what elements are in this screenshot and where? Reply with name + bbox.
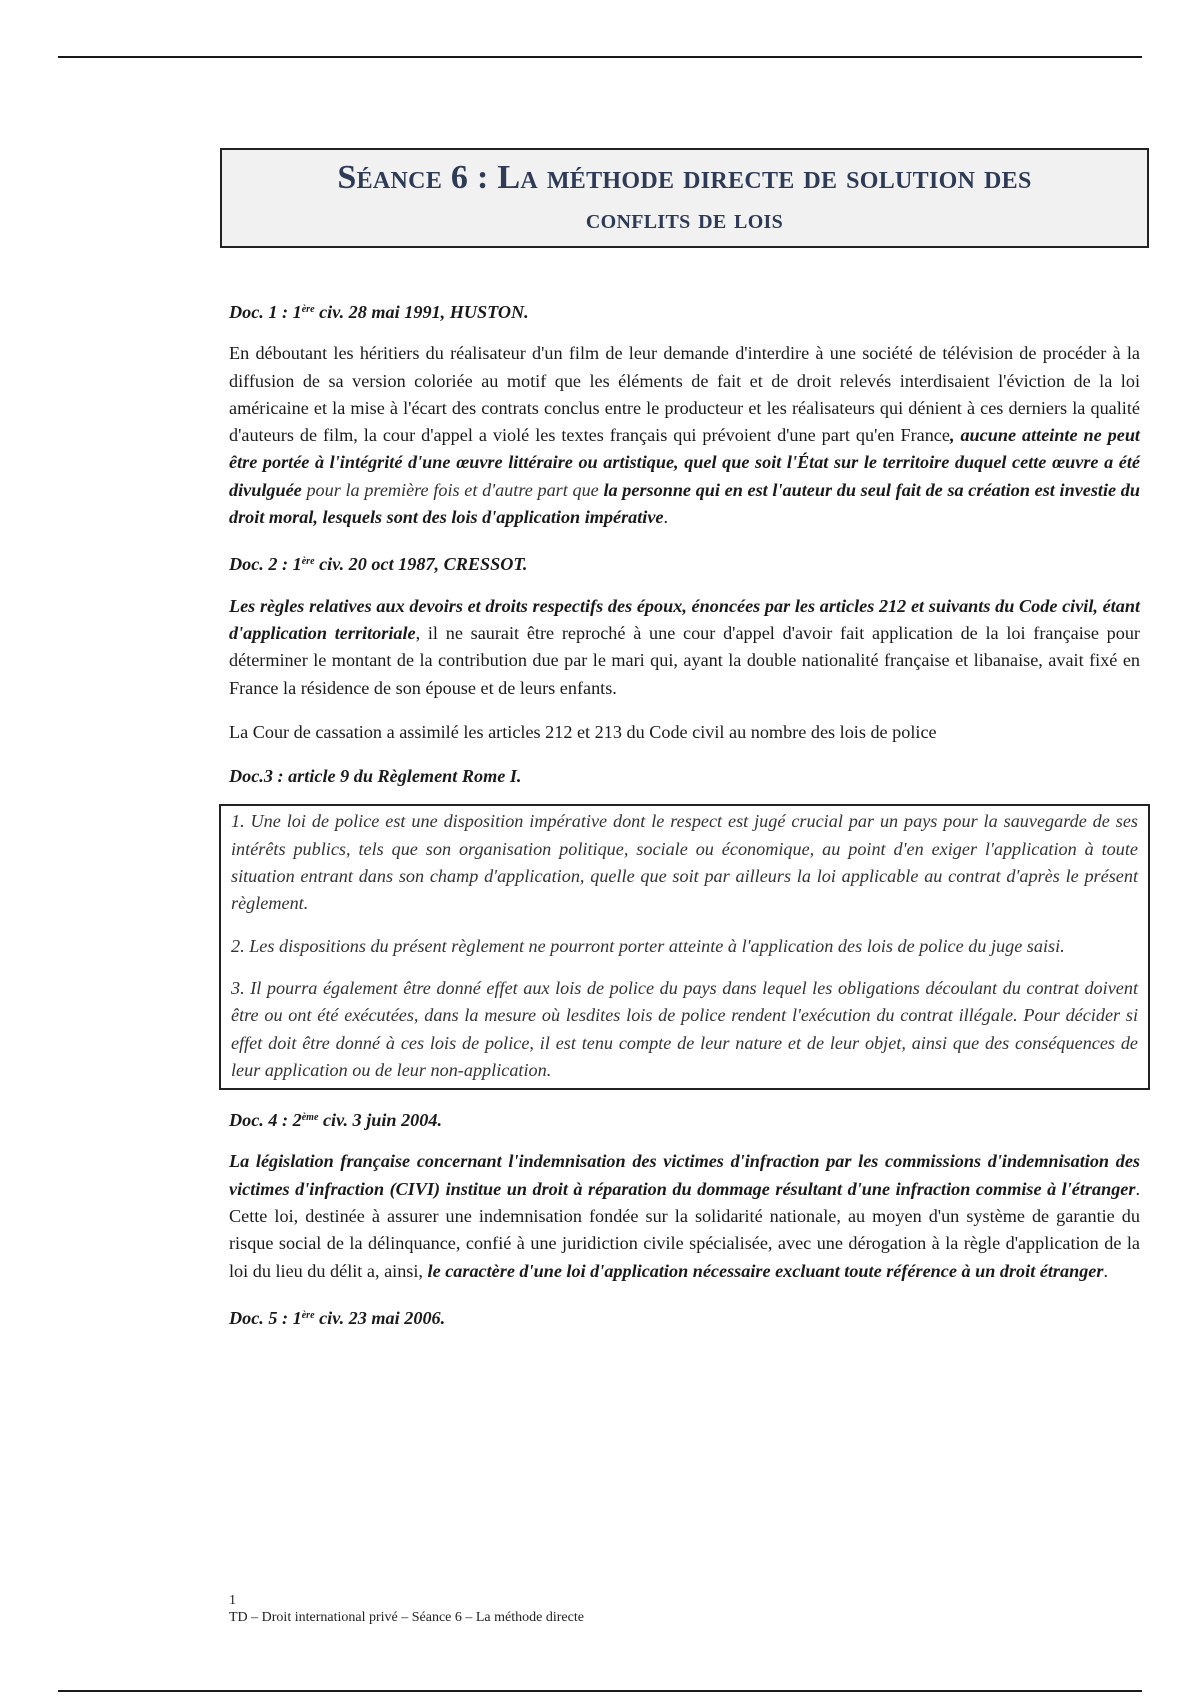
doc5-heading: Doc. 5 : 1ère civ. 23 mai 2006. [229,1307,446,1328]
top-rule [58,56,1142,58]
doc2-text: Les règles relatives aux devoirs et droits respectifs des époux, énoncées par les articles 212 et suivants du Code civil, étant d'application territoriale, il ne saurait être reproché à une cour d'appel d'avoir fait application de la loi française pour déterminer le montant de la contribution due par le mari qui, ayant la double nationalité française et libanaise, avait fixé en France la résidence de son épouse et de leurs enfants. [229,595,1140,698]
bottom-rule [58,1690,1142,1692]
doc4-text: La législation française concernant l'indemnisation des victimes d'infraction par les commissions d'indemnisation des victimes d'infraction (CIVI) institue un droit à réparation du dommage résultant d'une infraction commise à l'étranger. Cette loi, destinée à assurer une indemnisation fondée sur la solidarité nationale, au moyen d'un système de garantie du risque social de la délinquance, confié à une juridiction civile spécialisée, avec une dérogation à la règle d'application de la loi du lieu du délit a, ainsi, le caractère d'une loi d'application nécessaire excluant toute référence à un droit étranger. [229,1151,1140,1281]
article-paragraph-3: 3. Il pourra également être donné effet aux lois de police du pays dans lequel les obligations découlant du contrat doivent être ou ont été exécutées, dans la mesure où lesdites lois de police rendent l'exécution du contrat illégale. Pour décider si effet doit être donné à ces lois de police, il est tenu compte de leur nature et de leur objet, ainsi que des conséquences de leur application ou de leur non-application. [231,977,1138,1080]
title-line-2: conflits de lois [585,203,784,235]
title-line-1: Séance 6 : La méthode directe de solution des [337,159,1032,196]
page-number: 1 [229,1593,236,1608]
doc2-note: La Cour de cassation a assimilé les articles 212 et 213 du Code civil au nombre des lois de police [229,721,937,742]
doc1-text: En déboutant les héritiers du réalisateur d'un film de leur demande d'interdire à une société de télévision de procéder à la diffusion de sa version coloriée au motif que les éléments de fait et de droit relevés interdisaient l'éviction de la loi américaine et la mise à l'écart des contrats conclus entre le producteur et les réalisateurs qui dénient à ces derniers la qualité d'auteurs de film, la cour d'appel a violé les textes français qui prévoient d'une part qu'en France, aucune atteinte ne peut être portée à l'intégrité d'une œuvre littéraire ou artistique, quel que soit l'État sur le territoire duquel cette œuvre a été divulguée pour la première fois et d'autre part que la personne qui en est l'auteur du seul fait de sa création est investie du droit moral, lesquels sont des lois d'application impérative. [229,343,1140,528]
page-footer [229,1592,584,1626]
document-body [229,296,1140,1346]
page-title [220,148,1149,248]
doc3-heading: Doc.3 : article 9 du Règlement Rome I. [229,766,522,787]
article-paragraph-1: 1. Une loi de police est une disposition impérative dont le respect est jugé crucial par un pays pour la sauvegarde de ses intérêts publics, tels que son organisation politique, sociale ou économique, au point d'en exiger l'application à toute situation entrant dans son champ d'application, quelle que soit par ailleurs la loi applicable au contrat d'après le présent règlement. [231,811,1138,914]
doc2-heading: Doc. 2 : 1ère civ. 20 oct 1987, CRESSOT. [229,554,528,575]
doc1-heading: Doc. 1 : 1ère civ. 28 mai 1991, HUSTON. [229,302,529,322]
article-paragraph-2: 2. Les dispositions du présent règlement ne pourront porter atteinte à l'application des lois de police du juge saisi. [231,935,1065,956]
running-title: TD – Droit international privé – Séance 6 – La méthode directe [229,1610,584,1625]
regulation-article-box [219,804,1150,1090]
doc4-heading: Doc. 4 : 2ème civ. 3 juin 2004. [229,1110,442,1131]
